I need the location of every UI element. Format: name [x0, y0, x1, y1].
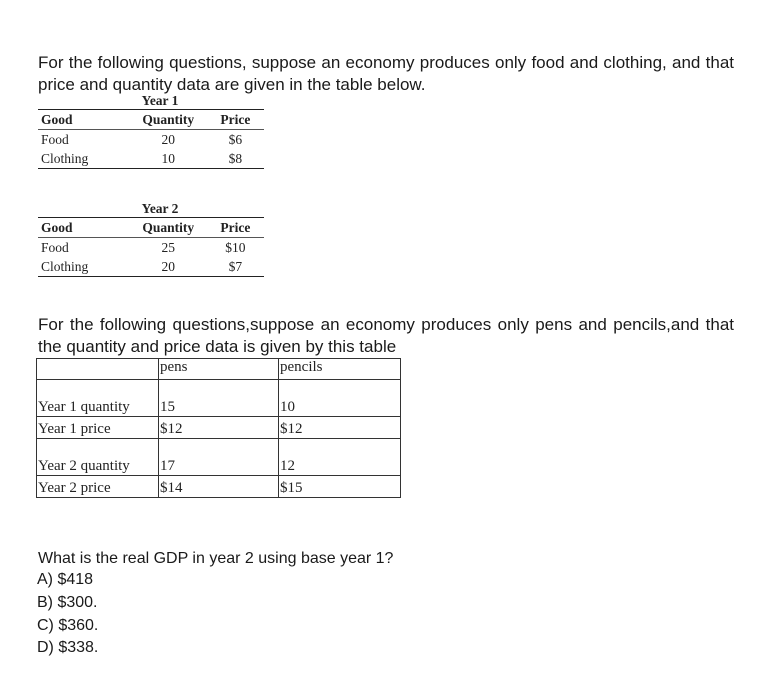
header-price: Price	[220, 112, 251, 127]
cell-price: $8	[228, 151, 243, 166]
cell-price: $6	[228, 132, 243, 147]
table-header-row	[37, 359, 401, 380]
cell-good: Clothing	[41, 259, 89, 274]
table-row	[38, 257, 264, 277]
cell-pens: 15	[159, 380, 279, 417]
table-row	[37, 380, 401, 417]
cell-pens: $14	[159, 476, 279, 498]
cell-quantity: 20	[161, 259, 176, 274]
header-quantity: Quantity	[142, 220, 195, 235]
table-caption: Year 2	[141, 201, 179, 216]
cell-good: Food	[41, 240, 69, 255]
question-text: What is the real GDP in year 2 using base year 1?	[38, 550, 394, 567]
pens-pencils-table	[36, 358, 401, 498]
table-row	[38, 130, 264, 149]
year1-table	[38, 93, 264, 169]
cell-pencils: 12	[279, 439, 401, 476]
cell-price: $10	[225, 240, 246, 255]
header-pencils: pencils	[279, 359, 401, 380]
table-row	[37, 439, 401, 476]
cell-good: Clothing	[41, 151, 89, 166]
cell-pens: 17	[159, 439, 279, 476]
header-quantity: Quantity	[142, 112, 195, 127]
table-row	[38, 238, 264, 257]
row-label: Year 2 price	[37, 476, 159, 498]
cell-pencils: 10	[279, 380, 401, 417]
intro-paragraph-food-clothing: For the following questions, suppose an economy produces only food and clothing, and that price and quantity data are given in the table below.	[38, 53, 734, 94]
cell-price: $7	[228, 259, 243, 274]
cell-quantity: 10	[161, 151, 176, 166]
cell-pencils: $12	[279, 417, 401, 439]
intro-paragraph-pens-pencils: For the following questions,suppose an economy produces only pens and pencils,and that the quantity and price data is given by this table	[38, 315, 734, 356]
row-label: Year 2 quantity	[37, 439, 159, 476]
cell-quantity: 25	[161, 240, 176, 255]
table-row	[37, 417, 401, 439]
header-good: Good	[41, 220, 73, 235]
header-pens: pens	[159, 359, 279, 380]
table-header-row	[38, 110, 264, 130]
cell-good: Food	[41, 132, 69, 147]
table-row	[37, 476, 401, 498]
header-blank	[37, 359, 159, 380]
cell-pens: $12	[159, 417, 279, 439]
year2-table	[38, 201, 264, 277]
table-header-row	[38, 218, 264, 238]
cell-quantity: 20	[161, 132, 176, 147]
table-caption: Year 1	[141, 93, 179, 108]
row-label: Year 1 price	[37, 417, 159, 439]
row-label: Year 1 quantity	[37, 380, 159, 417]
cell-pencils: $15	[279, 476, 401, 498]
header-price: Price	[220, 220, 251, 235]
answer-option-a[interactable]: A) $418	[37, 571, 94, 588]
table-row	[38, 149, 264, 169]
answer-option-c[interactable]: C) $360.	[37, 617, 99, 634]
header-good: Good	[41, 112, 73, 127]
answer-option-b[interactable]: B) $300.	[37, 594, 98, 611]
answer-option-d[interactable]: D) $338.	[37, 639, 99, 656]
